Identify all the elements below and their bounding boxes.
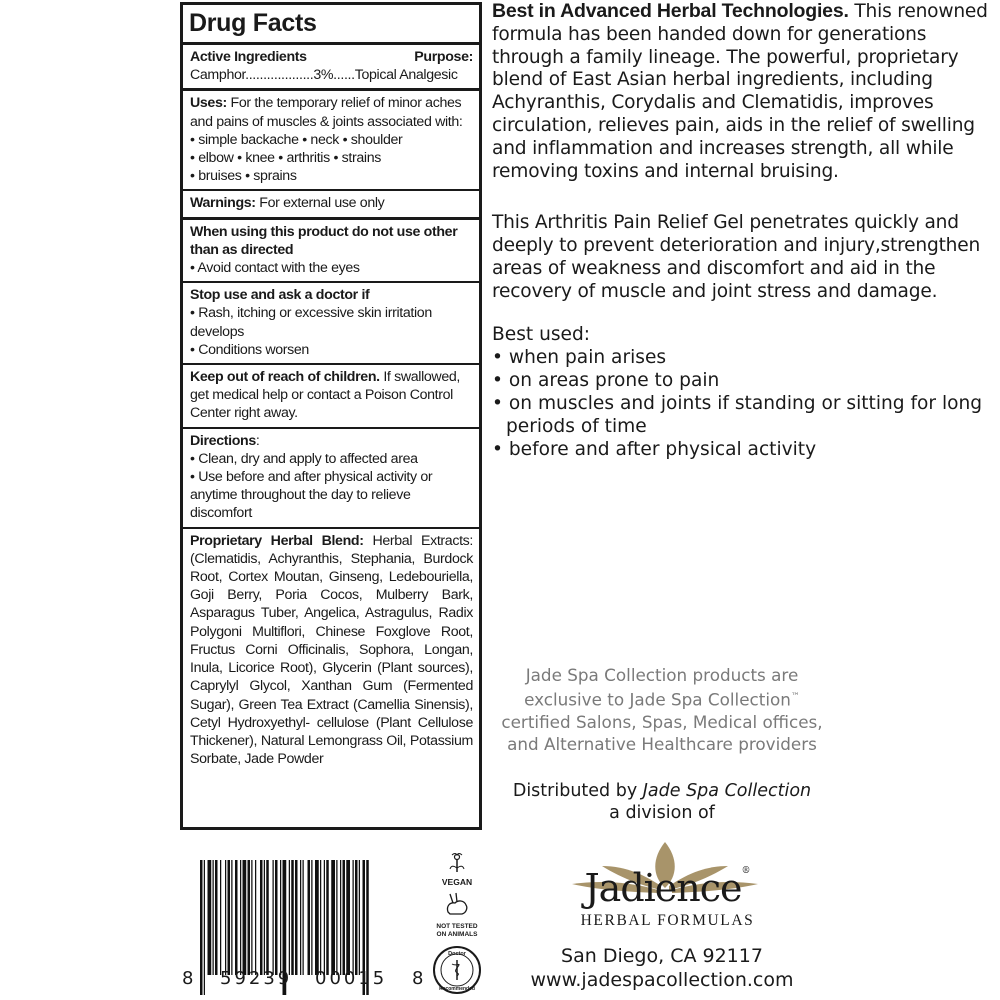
barcode-bar [243,860,247,975]
directions-label: Directions [190,432,256,449]
barcode-bar [248,860,251,975]
barcode-bar [273,860,274,975]
barcode-bar [353,860,354,975]
certification-badges [430,850,485,1000]
barcode-bar [204,860,205,995]
barcode-bar [343,860,346,975]
uses-text: For the temporary relief of minor aches and pains of muscles & joints associated with: [190,95,463,130]
second-paragraph: This Arthritis Pain Relief Gel penetrates quickly and deeply to prevent deterioration and injury,strengthen areas of weakness and discomfort and aid in the recovery of muscle and joint stress and damage. [492,212,981,303]
brand-subtitle: HERBAL FORMULAS [580,912,755,929]
barcode [180,850,430,1000]
keep-out-label: Keep out of reach of children. [190,369,380,386]
vegan-flower-icon [450,854,464,873]
not-tested-label-1: NOT TESTED [436,923,478,930]
barcode-bar [220,860,221,975]
stop-use-label: Stop use and ask a doctor if [190,287,370,304]
barcode-bar [331,860,335,975]
barcode-group-1: 59239 [220,968,293,989]
barcode-bar [311,860,312,975]
best-used-section [492,323,992,461]
keep-out-text: If swallowed, get medical help or contact a Poison Control Center right away. [190,369,460,422]
herbal-blend-section [183,529,479,773]
barcode-bar [336,860,337,975]
barcode-bar [225,860,226,975]
stop-use-section [183,283,479,365]
address-block [492,944,832,992]
barcode-bar [355,860,358,975]
barcode-bar [260,860,263,975]
barcode-bar [280,860,281,975]
keep-out-section [183,365,479,429]
description-column [492,0,992,461]
barcode-bar [289,860,290,975]
drug-facts-title: Drug Facts [183,5,479,45]
trademark-symbol: ™ [790,692,800,702]
doctor-label-1: Doctor [448,951,466,957]
stop-use-item: • Rash, itching or excessive skin irritation develops [190,305,432,340]
directions-section [183,429,479,529]
when-using-label: When using this product do not use other than as directed [190,223,458,258]
when-using-item: • Avoid contact with the eyes [190,260,360,277]
intro-text: This renowned formula has been handed down for generations through a family lineage. The powerful, proprietary blend of East Asian herbal ingredients, including Achyranthis, Corydalis and Clematidis, improves circulation, relieves pain, aids in the relief of swelling and inflammation and increases strength, all while removing toxins and internal bruising. [492,1,988,182]
barcode-group-2: 00015 [315,968,388,989]
intro-lead: Best in Advanced Herbal Technologies. [492,0,849,22]
barcode-bar [213,860,214,975]
exclusive-note: Jade Spa Collection products are exclusive to Jade Spa Collection™ certified Salons, Spas, Medical offices, and Alternative Healthcare providers [501,665,823,754]
barcode-bar [251,860,252,975]
when-using-section [183,220,479,284]
warnings-section [183,191,479,219]
uses-section [183,91,479,191]
barcode-bar [215,860,218,975]
barcode-bar [300,860,301,975]
warnings-text: For external use only [255,195,385,212]
directions-item: • Use before and after physical activity or anytime throughout the day to relieve discomfort [190,469,433,522]
stop-use-item: • Conditions worsen [190,341,309,358]
best-used-item: • on muscles and joints if standing or sitting for long periods of time [492,393,983,438]
barcode-bar [308,860,311,975]
not-tested-label-2: ON ANIMALS [436,931,478,938]
intro-paragraph [492,0,992,183]
barcode-bar [315,860,319,975]
best-used-item: • before and after physical activity [492,439,817,461]
doctor-label-2: Recommended [439,986,475,992]
distributor-name: Jade Spa Collection [642,781,812,801]
best-used-title: Best used: [492,324,591,346]
directions-colon: : [255,432,260,449]
warnings-label: Warnings: [190,195,256,212]
drug-facts-panel [180,2,482,830]
barcode-bar [303,860,304,975]
barcode-bar [235,860,238,975]
city-line: San Diego, CA 92117 [561,945,763,967]
uses-line: • simple backache • neck • shoulder [190,131,403,148]
distributed-by: Distributed by Jade Spa Collection a division of [512,781,812,823]
registered-symbol: ® [741,866,750,876]
active-ingredients-section [183,45,479,91]
uses-line: • elbow • knee • arthritis • strains [190,150,381,167]
herbal-blend-text: Herbal Extracts: (Clematidis, Achyranthis, Stephania, Burdock Root, Cortex Moutan, Ginseng, Ledebouriella, Goji Berry, Poria Cocos, Mulberry Bark, Asparagus Tuber, Angelica, Astragulus, Radix Polygoni Multiflori, Chinese Foxglove Root, Fructus Corni Officinalis, Sophora, Longan, Inula, Licorice Root), Glycerin (Plant sources), Caprylyl Glycol, Xanthan Gum (Fermented Sugar), Green Tea Extract (Camellia Sinensis), Cetyl Hydroxyethyl- cellulose (Plant Cellulose Thickener), Natural Lemongrass Oil, Potassium Sorbate, Jade Powder [190,532,473,768]
barcode-left-digit: 8 [182,968,194,989]
active-ingredient-line: Camphor...................3%......Topical Analgesic [190,67,458,84]
directions-item: • Clean, dry and apply to affected area [190,450,418,467]
barcode-bar [275,860,278,975]
vegan-label: VEGAN [441,877,473,887]
barcode-right-digit: 8 [412,968,424,989]
barcode-bar [266,860,269,975]
purpose-header: Purpose: [414,49,473,65]
barcode-bar [200,860,203,995]
website-link[interactable]: www.jadespacollection.com [530,969,794,991]
brand-wordmark: Jadience® [584,866,750,910]
barcode-bar [228,860,231,975]
uses-label: Uses: [190,95,227,112]
barcode-bar [240,860,241,975]
barcode-bar [255,860,256,975]
barcode-bar [295,860,298,975]
barcode-bar [320,860,321,975]
barcode-bar [359,860,360,975]
barcode-bar [231,860,232,975]
best-used-item: • on areas prone to pain [492,370,720,392]
barcode-bar [291,860,294,975]
barcode-bar [264,860,265,975]
rabbit-icon [447,893,466,914]
uses-line: • bruises • sprains [190,168,297,185]
best-used-item: • when pain arises [492,347,667,369]
barcode-bar [340,860,341,975]
barcode-bar [346,860,350,975]
herbal-blend-label: Proprietary Herbal Blend: [190,532,364,549]
division-of: a division of [609,803,715,823]
barcode-bar [326,860,329,975]
active-ingredients-header: Active Ingredients [190,49,307,65]
barcode-bar [324,860,325,975]
barcode-bar [208,860,212,975]
